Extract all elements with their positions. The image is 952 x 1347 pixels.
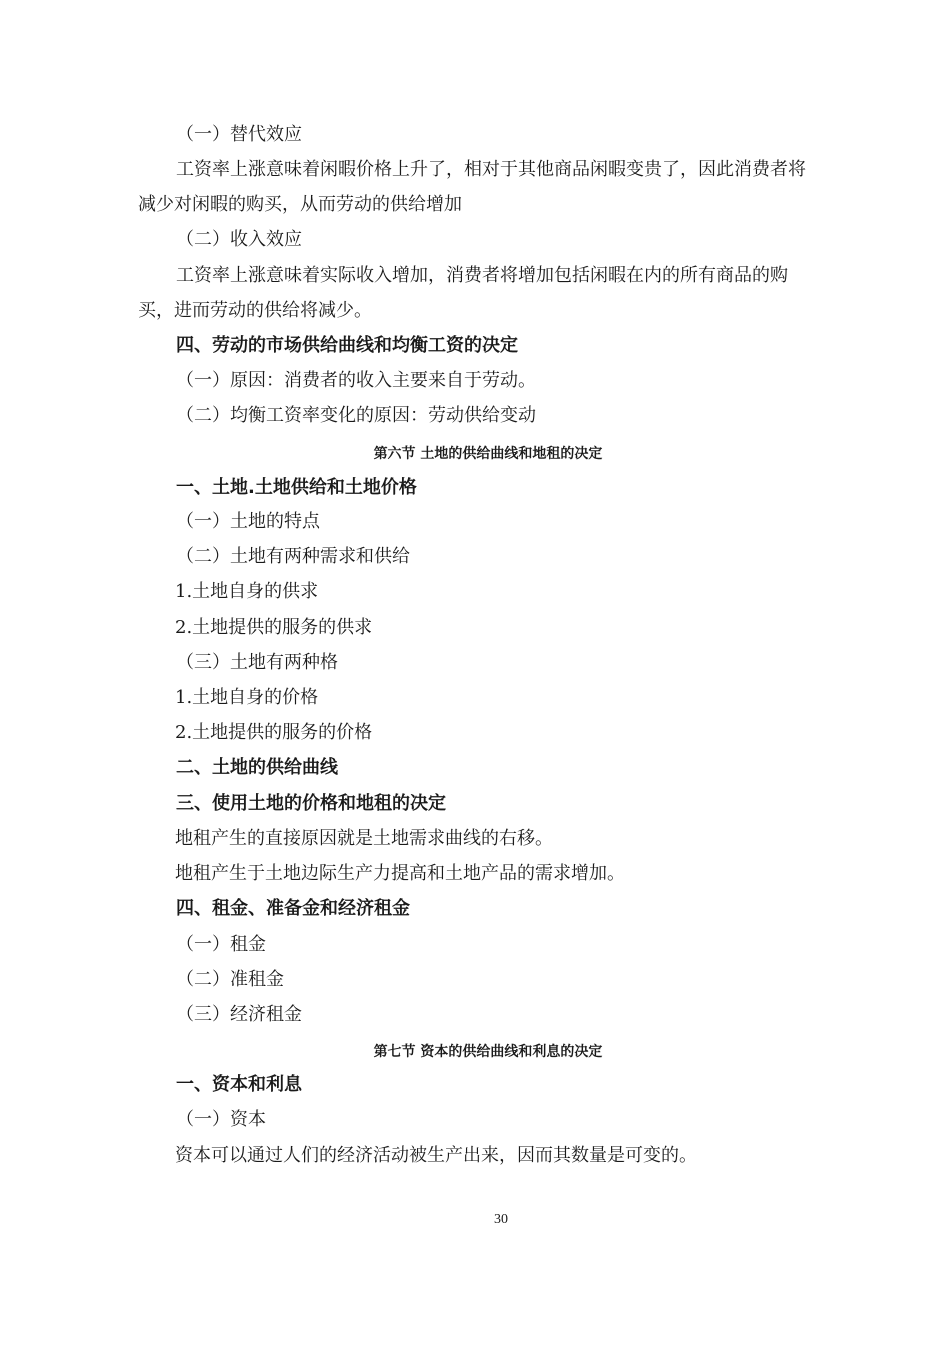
paragraph-line: 工资率上涨意味着实际收入增加，消费者将增加包括闲暇在内的所有商品的购 bbox=[176, 265, 788, 286]
paragraph-line: 资本可以通过人们的经济活动被生产出来，因而其数量是可变的。 bbox=[175, 1145, 697, 1166]
list-item: （一）原因：消费者的收入主要来自于劳动。 bbox=[176, 370, 536, 391]
list-item: （一）资本 bbox=[176, 1109, 266, 1130]
list-item: 2.土地提供的服务的供求 bbox=[175, 617, 373, 638]
paragraph-line: 减少对闲暇的购买，从而劳动的供给增加 bbox=[138, 194, 462, 215]
section-title-6: 第六节 土地的供给曲线和地租的决定 bbox=[373, 446, 603, 462]
list-item: （三）土地有两种格 bbox=[176, 652, 338, 673]
list-item: 1.土地自身的价格 bbox=[175, 687, 319, 708]
paragraph-line: 地租产生的直接原因就是土地需求曲线的右移。 bbox=[175, 828, 553, 849]
subheading-income-effect: （二）收入效应 bbox=[176, 229, 302, 250]
paragraph-line: 工资率上涨意味着闲暇价格上升了，相对于其他商品闲暇变贵了，因此消费者将 bbox=[176, 159, 806, 180]
section-title-7: 第七节 资本的供给曲线和利息的决定 bbox=[373, 1044, 603, 1060]
heading-land: 一、土地.土地供给和土地价格 bbox=[176, 477, 417, 498]
heading-capital-interest: 一、资本和利息 bbox=[176, 1074, 302, 1095]
subheading-substitution-effect: （一）替代效应 bbox=[176, 124, 302, 145]
heading-rent-types: 四、租金、准备金和经济租金 bbox=[176, 898, 410, 919]
paragraph-line: 买，进而劳动的供给将减少。 bbox=[138, 300, 372, 321]
list-item: （三）经济租金 bbox=[176, 1004, 302, 1025]
list-item: （一）租金 bbox=[176, 934, 266, 955]
list-item: （二）均衡工资率变化的原因：劳动供给变动 bbox=[176, 405, 536, 426]
list-item: （一）土地的特点 bbox=[176, 511, 320, 532]
list-item: （二）准租金 bbox=[176, 969, 284, 990]
paragraph-line: 地租产生于土地边际生产力提高和土地产品的需求增加。 bbox=[175, 863, 625, 884]
list-item: （二）土地有两种需求和供给 bbox=[176, 546, 410, 567]
heading-land-supply-curve: 二、土地的供给曲线 bbox=[176, 757, 338, 778]
heading-labor-market: 四、劳动的市场供给曲线和均衡工资的决定 bbox=[176, 335, 518, 356]
heading-land-rent: 三、使用土地的价格和地租的决定 bbox=[176, 793, 446, 814]
list-item: 1.土地自身的供求 bbox=[175, 581, 319, 602]
list-item: 2.土地提供的服务的价格 bbox=[175, 722, 373, 743]
page-number: 30 bbox=[494, 1212, 508, 1227]
